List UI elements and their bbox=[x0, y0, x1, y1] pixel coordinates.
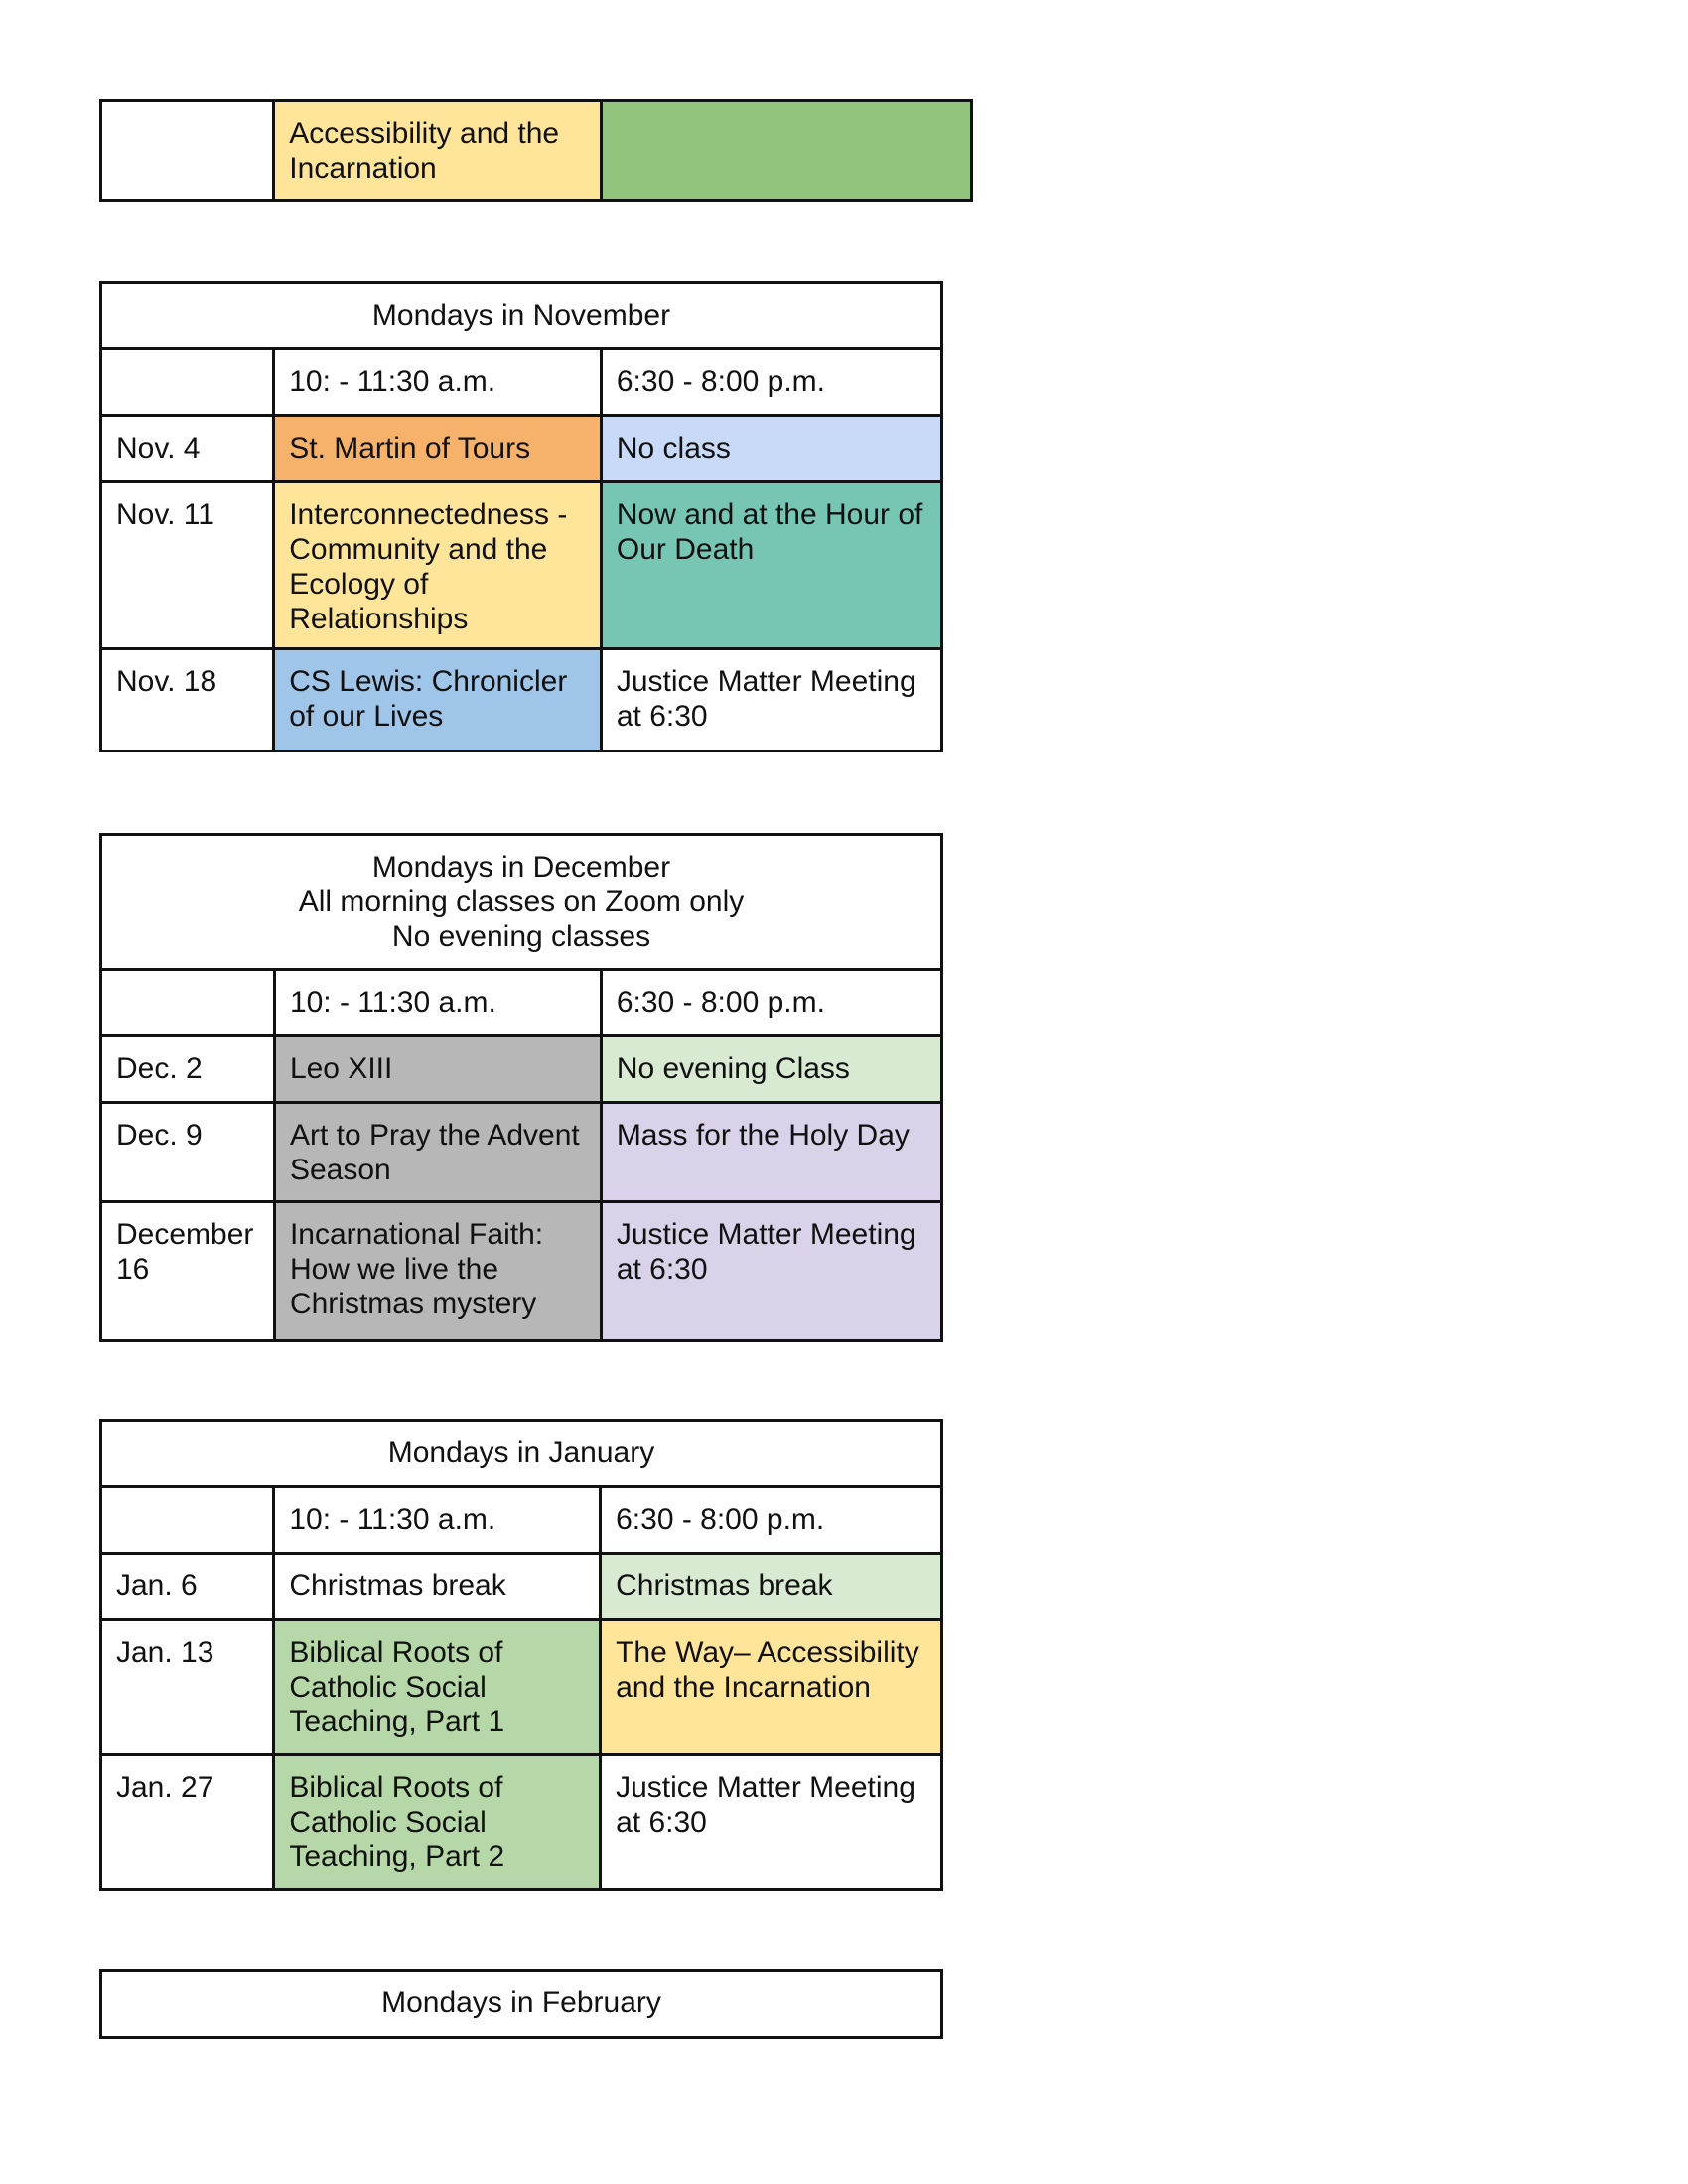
morning-class-cell: Biblical Roots of Catholic Social Teaching, Part 2 bbox=[274, 1755, 601, 1890]
table-row bbox=[101, 1755, 942, 1890]
evening-time-cell: 6:30 - 8:00 p.m. bbox=[601, 970, 941, 1036]
evening-class-cell: Justice Matter Meeting at 6:30 bbox=[601, 1202, 941, 1341]
date-cell: Jan. 27 bbox=[101, 1755, 274, 1890]
table-header-row bbox=[101, 1971, 942, 2038]
table-row bbox=[101, 101, 972, 201]
evening-class-cell: No class bbox=[601, 416, 941, 482]
evening-time-cell: 6:30 - 8:00 p.m. bbox=[601, 349, 941, 416]
table-title: Mondays in November bbox=[101, 283, 942, 349]
date-header-cell bbox=[101, 349, 274, 416]
morning-time-cell: 10: - 11:30 a.m. bbox=[274, 1487, 601, 1554]
times-row bbox=[101, 349, 942, 416]
table-row bbox=[101, 1036, 942, 1103]
table-row bbox=[101, 1202, 942, 1341]
evening-class-cell: Mass for the Holy Day bbox=[601, 1103, 941, 1202]
table-title bbox=[101, 835, 942, 970]
date-cell: Nov. 11 bbox=[101, 482, 274, 649]
morning-class-cell: Interconnectedness - Community and the Ecology of Relationships bbox=[274, 482, 602, 649]
evening-class-cell: No evening Class bbox=[601, 1036, 941, 1103]
times-row bbox=[101, 1487, 942, 1554]
evening-time-cell: 6:30 - 8:00 p.m. bbox=[601, 1487, 942, 1554]
date-header-cell bbox=[101, 1487, 274, 1554]
evening-class-cell: Justice Matter Meeting at 6:30 bbox=[601, 1755, 942, 1890]
morning-class-cell: Christmas break bbox=[274, 1554, 601, 1620]
morning-class-cell: Art to Pray the Advent Season bbox=[274, 1103, 601, 1202]
table-row bbox=[101, 1103, 942, 1202]
morning-class-cell: St. Martin of Tours bbox=[274, 416, 602, 482]
december-schedule-table bbox=[99, 833, 943, 1342]
morning-class-cell: Leo XIII bbox=[274, 1036, 601, 1103]
november-schedule-table bbox=[99, 281, 943, 752]
date-cell: Nov. 4 bbox=[101, 416, 274, 482]
table-row bbox=[101, 416, 942, 482]
evening-class-cell: The Way– Accessibility and the Incarnation bbox=[601, 1620, 942, 1755]
morning-class-cell: Biblical Roots of Catholic Social Teaching, Part 1 bbox=[274, 1620, 601, 1755]
morning-time-cell: 10: - 11:30 a.m. bbox=[274, 349, 602, 416]
table-header-row bbox=[101, 835, 942, 970]
table-row bbox=[101, 649, 942, 751]
table-header-row bbox=[101, 283, 942, 349]
date-cell: Nov. 18 bbox=[101, 649, 274, 751]
evening-class-cell: Christmas break bbox=[601, 1554, 942, 1620]
date-cell: Jan. 6 bbox=[101, 1554, 274, 1620]
table-title: Mondays in February bbox=[101, 1971, 942, 2038]
date-cell: Dec. 9 bbox=[101, 1103, 275, 1202]
date-header-cell bbox=[101, 970, 275, 1036]
morning-class-cell: Accessibility and the Incarnation bbox=[274, 101, 601, 201]
morning-time-cell: 10: - 11:30 a.m. bbox=[274, 970, 601, 1036]
table-row bbox=[101, 1554, 942, 1620]
morning-class-cell: CS Lewis: Chronicler of our Lives bbox=[274, 649, 602, 751]
table-subtitle-line: All morning classes on Zoom only bbox=[298, 886, 745, 918]
date-cell: December 16 bbox=[101, 1202, 275, 1341]
february-schedule-table bbox=[99, 1969, 943, 2039]
table-row bbox=[101, 482, 942, 649]
date-cell bbox=[101, 101, 274, 201]
evening-class-cell: Now and at the Hour of Our Death bbox=[601, 482, 941, 649]
table-title-line: Mondays in December bbox=[371, 851, 671, 884]
table-subtitle-line: No evening classes bbox=[391, 920, 651, 953]
times-row bbox=[101, 970, 942, 1036]
evening-class-cell: Justice Matter Meeting at 6:30 bbox=[601, 649, 941, 751]
date-cell: Jan. 13 bbox=[101, 1620, 274, 1755]
table-title: Mondays in January bbox=[101, 1421, 942, 1487]
evening-class-cell bbox=[601, 101, 971, 201]
table-row bbox=[101, 1620, 942, 1755]
morning-class-cell: Incarnational Faith: How we live the Christmas mystery bbox=[274, 1202, 601, 1341]
january-schedule-table bbox=[99, 1419, 943, 1891]
top-partial-table bbox=[99, 99, 973, 202]
table-header-row bbox=[101, 1421, 942, 1487]
date-cell: Dec. 2 bbox=[101, 1036, 275, 1103]
